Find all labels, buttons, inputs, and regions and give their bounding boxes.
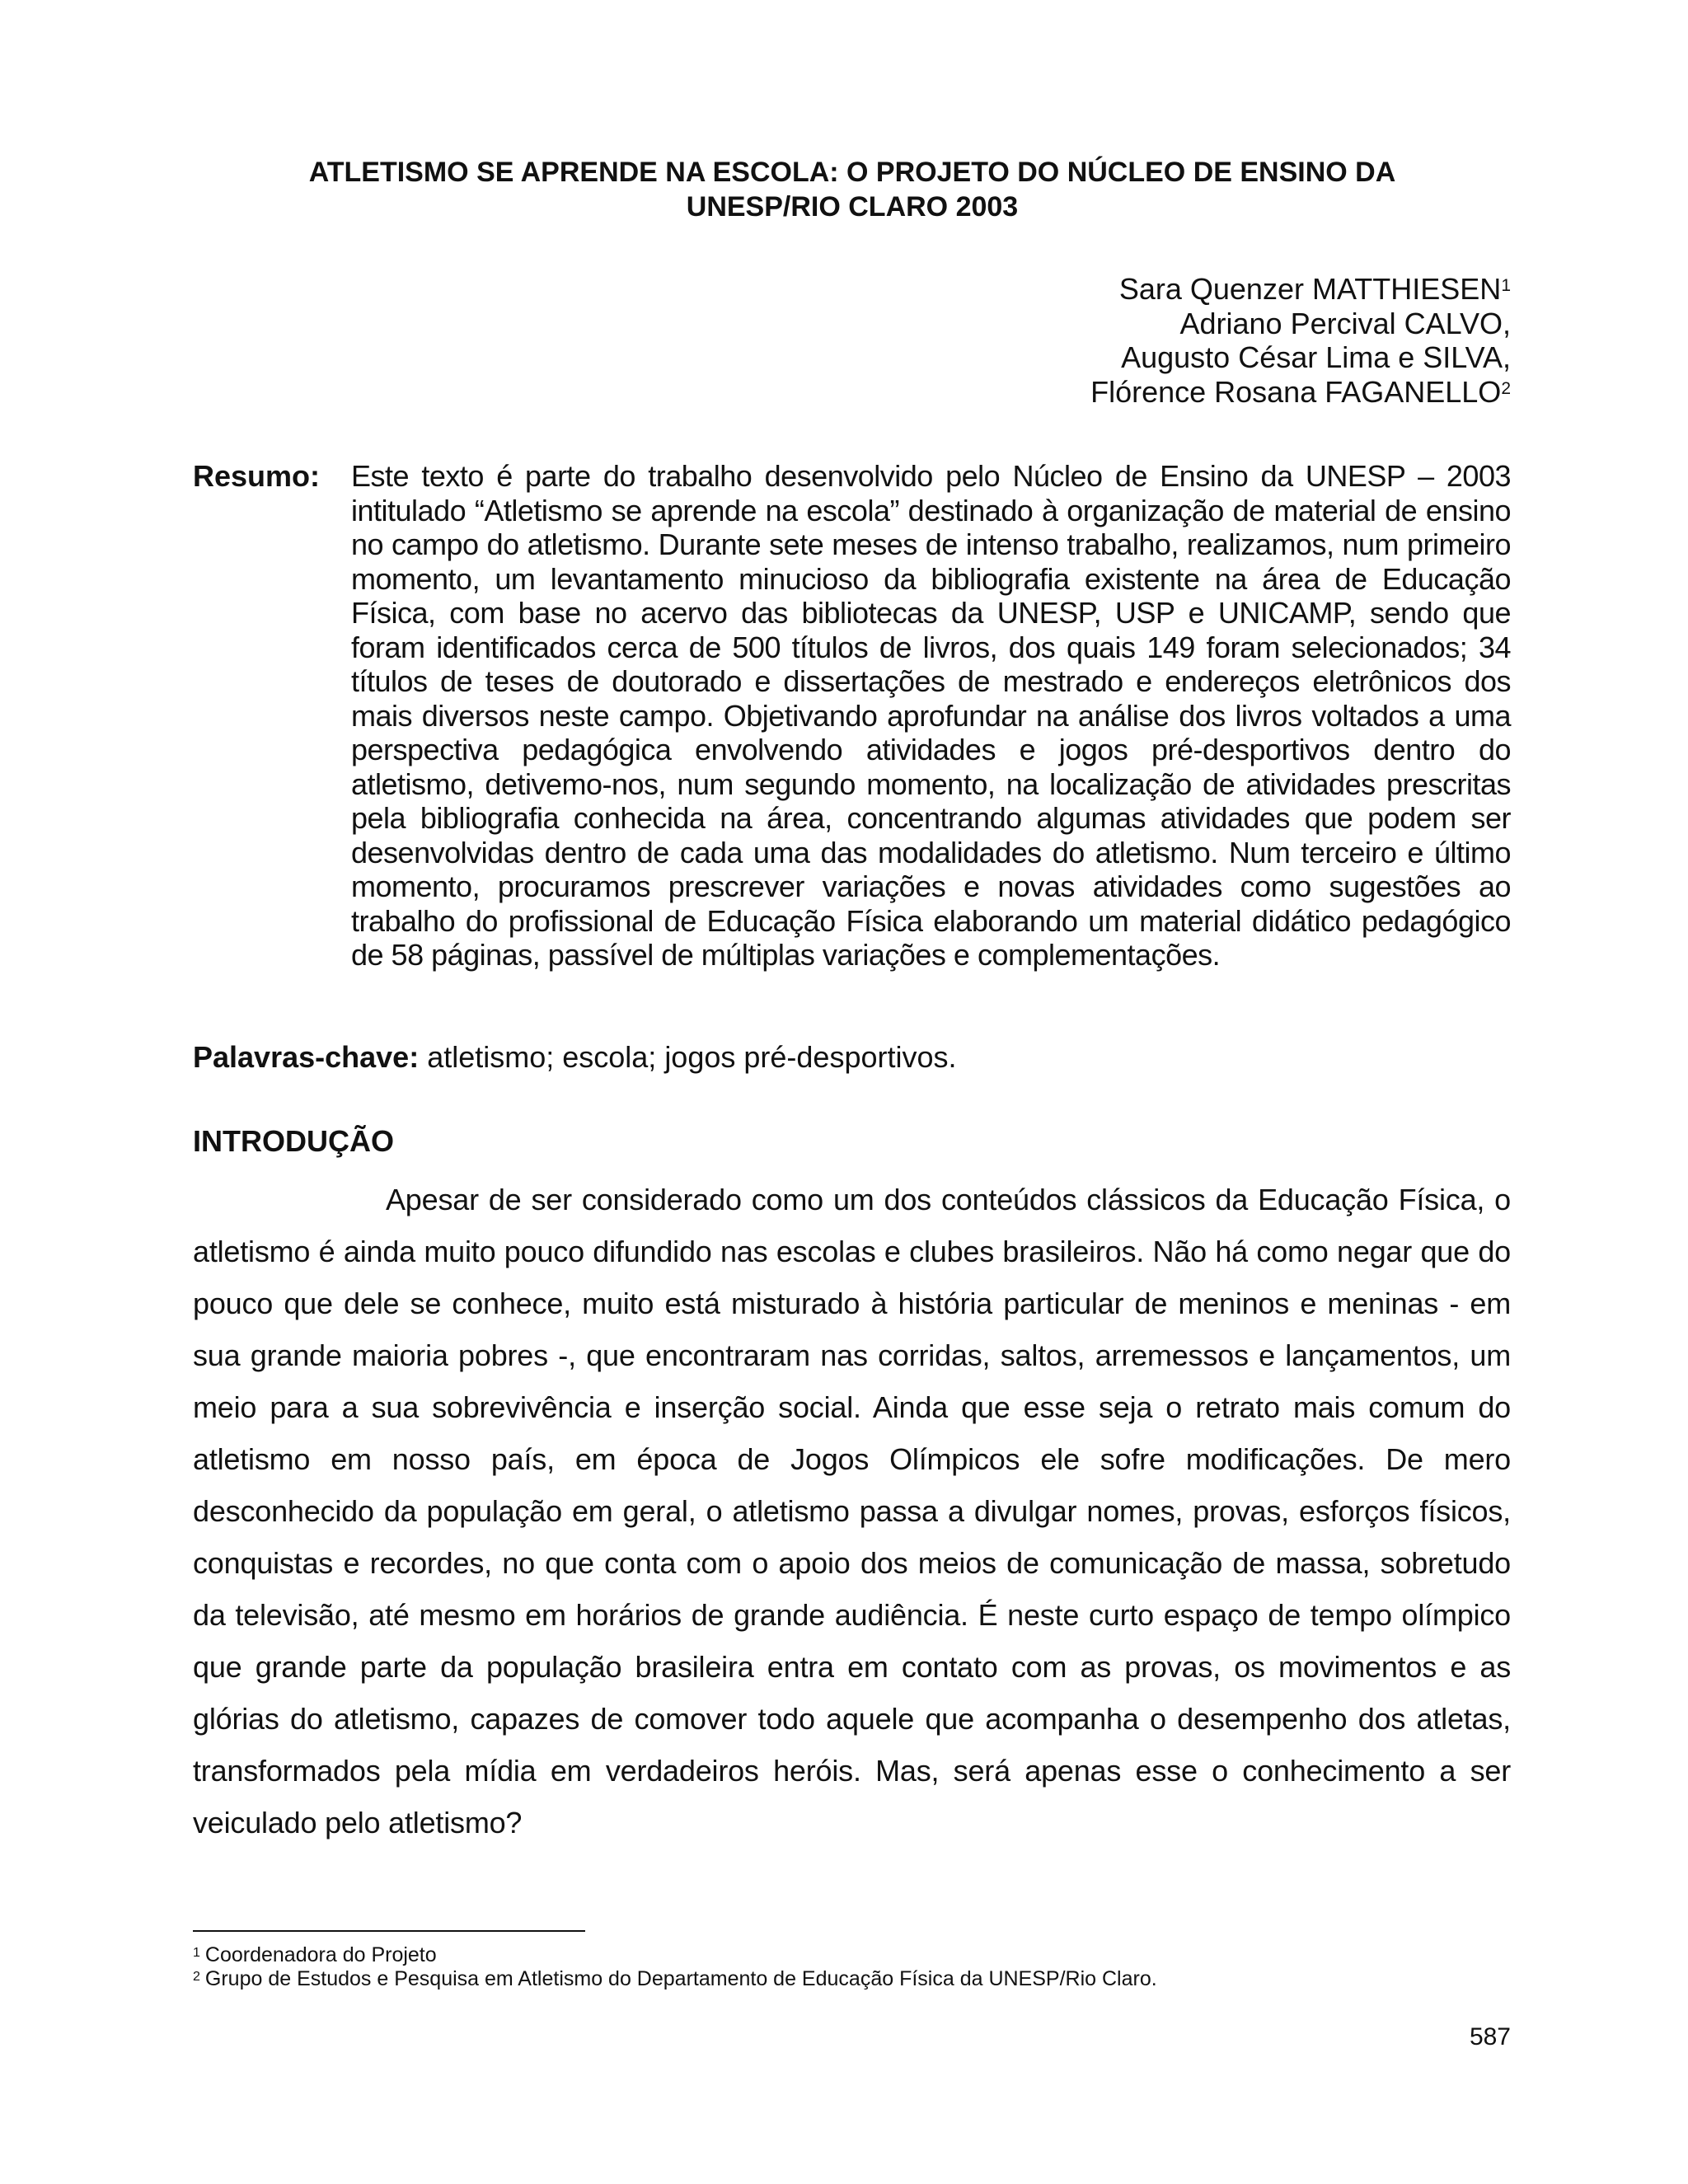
footnote — [193, 1943, 1157, 1967]
keywords-label: Palavras-chave: — [193, 1040, 420, 1074]
footnote — [193, 1967, 1157, 1991]
author-footnote-mark: 1 — [1501, 276, 1511, 295]
title-line-1: ATLETISMO SE APRENDE NA ESCOLA: O PROJETO DO NÚCLEO DE ENSINO DA — [308, 157, 1396, 188]
author-name: Sara Quenzer MATTHIESEN — [1118, 272, 1502, 306]
author-name: Flórence Rosana FAGANELLO — [1090, 374, 1502, 409]
author-name: Augusto César Lima e SILVA, — [1121, 340, 1511, 374]
introduction-paragraph: Apesar de ser considerado como um dos conteúdos clássicos da Educação Física, o atletismo é ainda muito pouco difundido nas escolas e clubes brasileiros. Não há como negar que do pouco que dele se conhece, muito está misturado à história particular de meninos e meninas - em sua grande maioria pobres -, que encontraram nas corridas, saltos, arremessos e lançamentos, um meio para a sua sobrevivência e inserção social. Ainda que esse seja o retrato mais comum do atletismo em nosso país, em época de Jogos Olímpicos ele sofre modificações. De mero desconhecido da população em geral, o atletismo passa a divulgar nomes, provas, esforços físicos, conquistas e recordes, no que conta com o apoio dos meios de comunicação de massa, sobretudo da televisão, até mesmo em horários de grande audiência. É neste curto espaço de tempo olímpico que grande parte da população brasileira entra em contato com as provas, os movimentos e as glórias do atletismo, capazes de comover todo aquele que acompanha o desempenho dos atletas, transformados pela mídia em verdadeiros heróis. Mas, será apenas esse o conhecimento a ser veiculado pelo atletismo? — [193, 1183, 1511, 1840]
author-footnote-mark: 2 — [1501, 378, 1511, 398]
page-number: 587 — [1469, 2023, 1511, 2050]
introduction-heading: INTRODUÇÃO — [193, 1124, 394, 1158]
author-name: Adriano Percival CALVO, — [1179, 306, 1511, 340]
footnotes — [193, 1943, 1157, 1991]
author — [1090, 340, 1511, 375]
footnote-divider — [193, 1930, 585, 1932]
author — [1090, 272, 1511, 307]
footnote-mark: 2 — [193, 1970, 200, 1984]
footnote-mark: 1 — [193, 1946, 200, 1960]
keywords-text: atletismo; escola; jogos pré-desportivos. — [419, 1040, 957, 1074]
author — [1090, 375, 1511, 410]
paper-title — [193, 155, 1512, 224]
abstract-label: Resumo: — [193, 459, 321, 493]
abstract-text: Este texto é parte do trabalho desenvolvido pelo Núcleo de Ensino da UNESP – 2003 intitulado “Atletismo se aprende na escola” destinado à organização de material de ensino no campo do atletismo. Durante sete meses de intenso trabalho, realizamos, num primeiro momento, um levantamento minucioso da bibliografia existente na área de Educação Física, com base no acervo das bibliotecas da UNESP, USP e UNICAMP, sendo que foram identificados cerca de 500 títulos de livros, dos quais 149 foram selecionados; 34 títulos de teses de doutorado e dissertações de mestrado e endereços eletrônicos dos mais diversos neste campo. Objetivando aprofundar na análise dos livros voltados a uma perspectiva pedagógica envolvendo atividades e jogos pré-desportivos dentro do atletismo, detivemo-nos, num segundo momento, na localização de atividades prescritas pela bibliografia conhecida na área, concentrando algumas atividades que podem ser desenvolvidas dentro de cada uma das modalidades do atletismo. Num terceiro e último momento, procuramos prescrever variações e novas atividades como sugestões ao trabalho do profissional de Educação Física elaborando um material didático pedagógico de 58 páginas, passível de múltiplas variações e complementações. — [351, 459, 1511, 972]
footnote-text: Grupo de Estudos e Pesquisa em Atletismo do Departamento de Educação Física da UNESP/Rio Claro. — [204, 1967, 1157, 1990]
footnote-text: Coordenadora do Projeto — [204, 1943, 437, 1966]
title-line-2: UNESP/RIO CLARO 2003 — [686, 191, 1019, 223]
keywords — [193, 1040, 957, 1075]
author — [1090, 307, 1511, 341]
author-list — [1090, 272, 1511, 409]
